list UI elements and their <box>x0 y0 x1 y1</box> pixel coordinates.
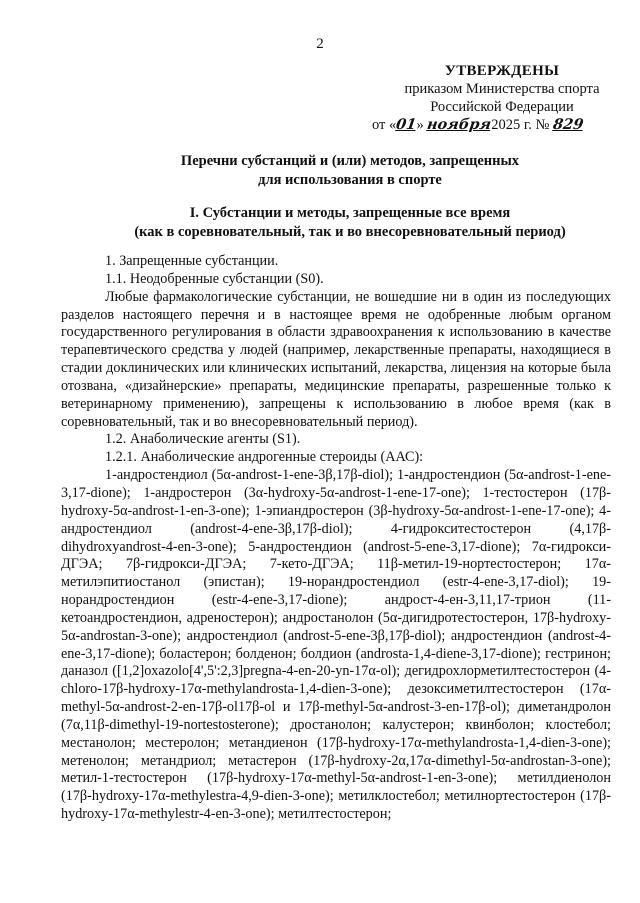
title-line-1: Перечни субстанций и (или) методов, запрещенных <box>180 153 520 169</box>
document-body <box>61 253 611 824</box>
item-s1-heading: 1.2. Анаболические агенты (S1). <box>105 431 301 448</box>
approval-line-federation: Российской Федерации <box>430 99 574 115</box>
section-heading-line-2: (как в соревновательный, так и во внесоревновательный период) <box>134 224 566 240</box>
date-year: 2025 г. № <box>491 117 550 133</box>
handwritten-order-number: 829 <box>551 116 585 133</box>
paragraph-aas-list: 1-андростендиол (5α-androst-1-ene-3β,17β-diol); 1-андростендион (5α-androst-1-ene-3,17-dione); 1-андростерон (3α-hydroxy-5α-androst-1-ene-17-one); 1-тестостерон (17β-hydroxy-5α-androst-1-en-3-one); 1-эпиандростерон (3β-hydroxy-5α-androst-1-ene-17-one); 4-андростендиол (androst-4-ene-3β,17β-diol); 4-гидрокситестостерон (4,17β-dihydroxyandrost-4-en-3-one); 5-андростендион (androst-5-ene-3,17-dione); 7α-гидрокси-ДГЭА; 7β-гидрокси-ДГЭА; 7-кето-ДГЭА; 11β-метил-19-нортестостерон; 17α-метилэпитиостанол (эпистан); 19-норандростендиол (estr-4-ene-3,17-diol); 19-норандростендион (estr-4-ene-3,17-dione); андрост-4-ен-3,11,17-трион (11-кетоандростендион, адреностерон); андростанолон (5α-дигидротестостерон, 17β-hydroxy-5α-androstan-3-one); андростендиол (androst-5-ene-3β,17β-diol); андростендион (androst-4-ene-3,17-dione); боластерон; болденон; болдион (androsta-1,4-diene-3,17-dione); гестринон; даназол ([1,2]oxazolo[4',5':2,3]pregna-4-en-20-yn-17α-ol); дегидрохлорметилтестостерон (4-chloro-17β-hydroxy-17α-methylandrosta-1,4-dien-3-one); дезоксиметилтестостерон (17α-methyl-5α-androst-2-en-17β-ol17β-ol и 17β-methyl-5α-androst-3-en-17β-ol); диметандролон (7α,11β-dimethyl-19-nortestosterone); дростанолон; калустерон; квинболон; клостебол; местанолон; местеролон; метандиенон (17β-hydroxy-17α-methylandrosta-1,4-dien-3-one); метенолон; метандриол; метастерон (17β-hydroxy-2α,17α-dimethyl-5α-androstan-3-one); метил-1-тестостерон (17β-hydroxy-17α-methyl-5α-androst-1-en-3-one); метилдиенолон (17β-hydroxy-17α-methylestra-4,9-dien-3-one); метилклостебол; метилнортестостерон (17β-hydroxy-17α-methylestr-4-en-3-one); метилтестостерон; <box>61 467 611 823</box>
item-prohibited-substances: 1. Запрещенные субстанции. <box>105 253 279 269</box>
approval-heading: УТВЕРЖДЕНЫ <box>444 63 560 79</box>
paragraph-s0-text: Любые фармакологические субстанции, не вошедшие ни в один из последующих разделов настоящего перечня и в настоящее время не одобренные любым органом государственного регулирования в области здравоохранения к использованию в качестве терапевтического средства у людей (например, лекарственные препараты, находящиеся в стадии доклинических или клинических испытаний, лекарства, лицензия на которые была отозвана, «дизайнерские» препараты, медицинские препараты, разрешенные только к ветеринарному применению), запрещены к использованию в любое время (как в соревновательный, так и во внесоревновательный период). <box>61 288 611 430</box>
item-aas-heading: 1.2.1. Анаболические андрогенные стероиды (ААС): <box>105 449 424 466</box>
document-title <box>60 152 640 190</box>
approval-date-row <box>372 116 632 134</box>
item-s0-heading: 1.1. Неодобренные субстанции (S0). <box>105 270 324 287</box>
section-heading <box>60 204 640 242</box>
handwritten-day: 01 <box>395 116 418 133</box>
title-line-2: для использования в спорте <box>258 172 442 188</box>
page-number: 2 <box>316 36 324 52</box>
date-mid: » <box>416 117 424 133</box>
section-heading-line-1: I. Субстанции и методы, запрещенные все время <box>189 205 511 221</box>
date-prefix: от « <box>372 117 397 133</box>
approval-block <box>372 62 632 134</box>
approval-line-ministry: приказом Министерства спорта <box>404 81 600 97</box>
handwritten-month: ноября <box>426 116 493 133</box>
